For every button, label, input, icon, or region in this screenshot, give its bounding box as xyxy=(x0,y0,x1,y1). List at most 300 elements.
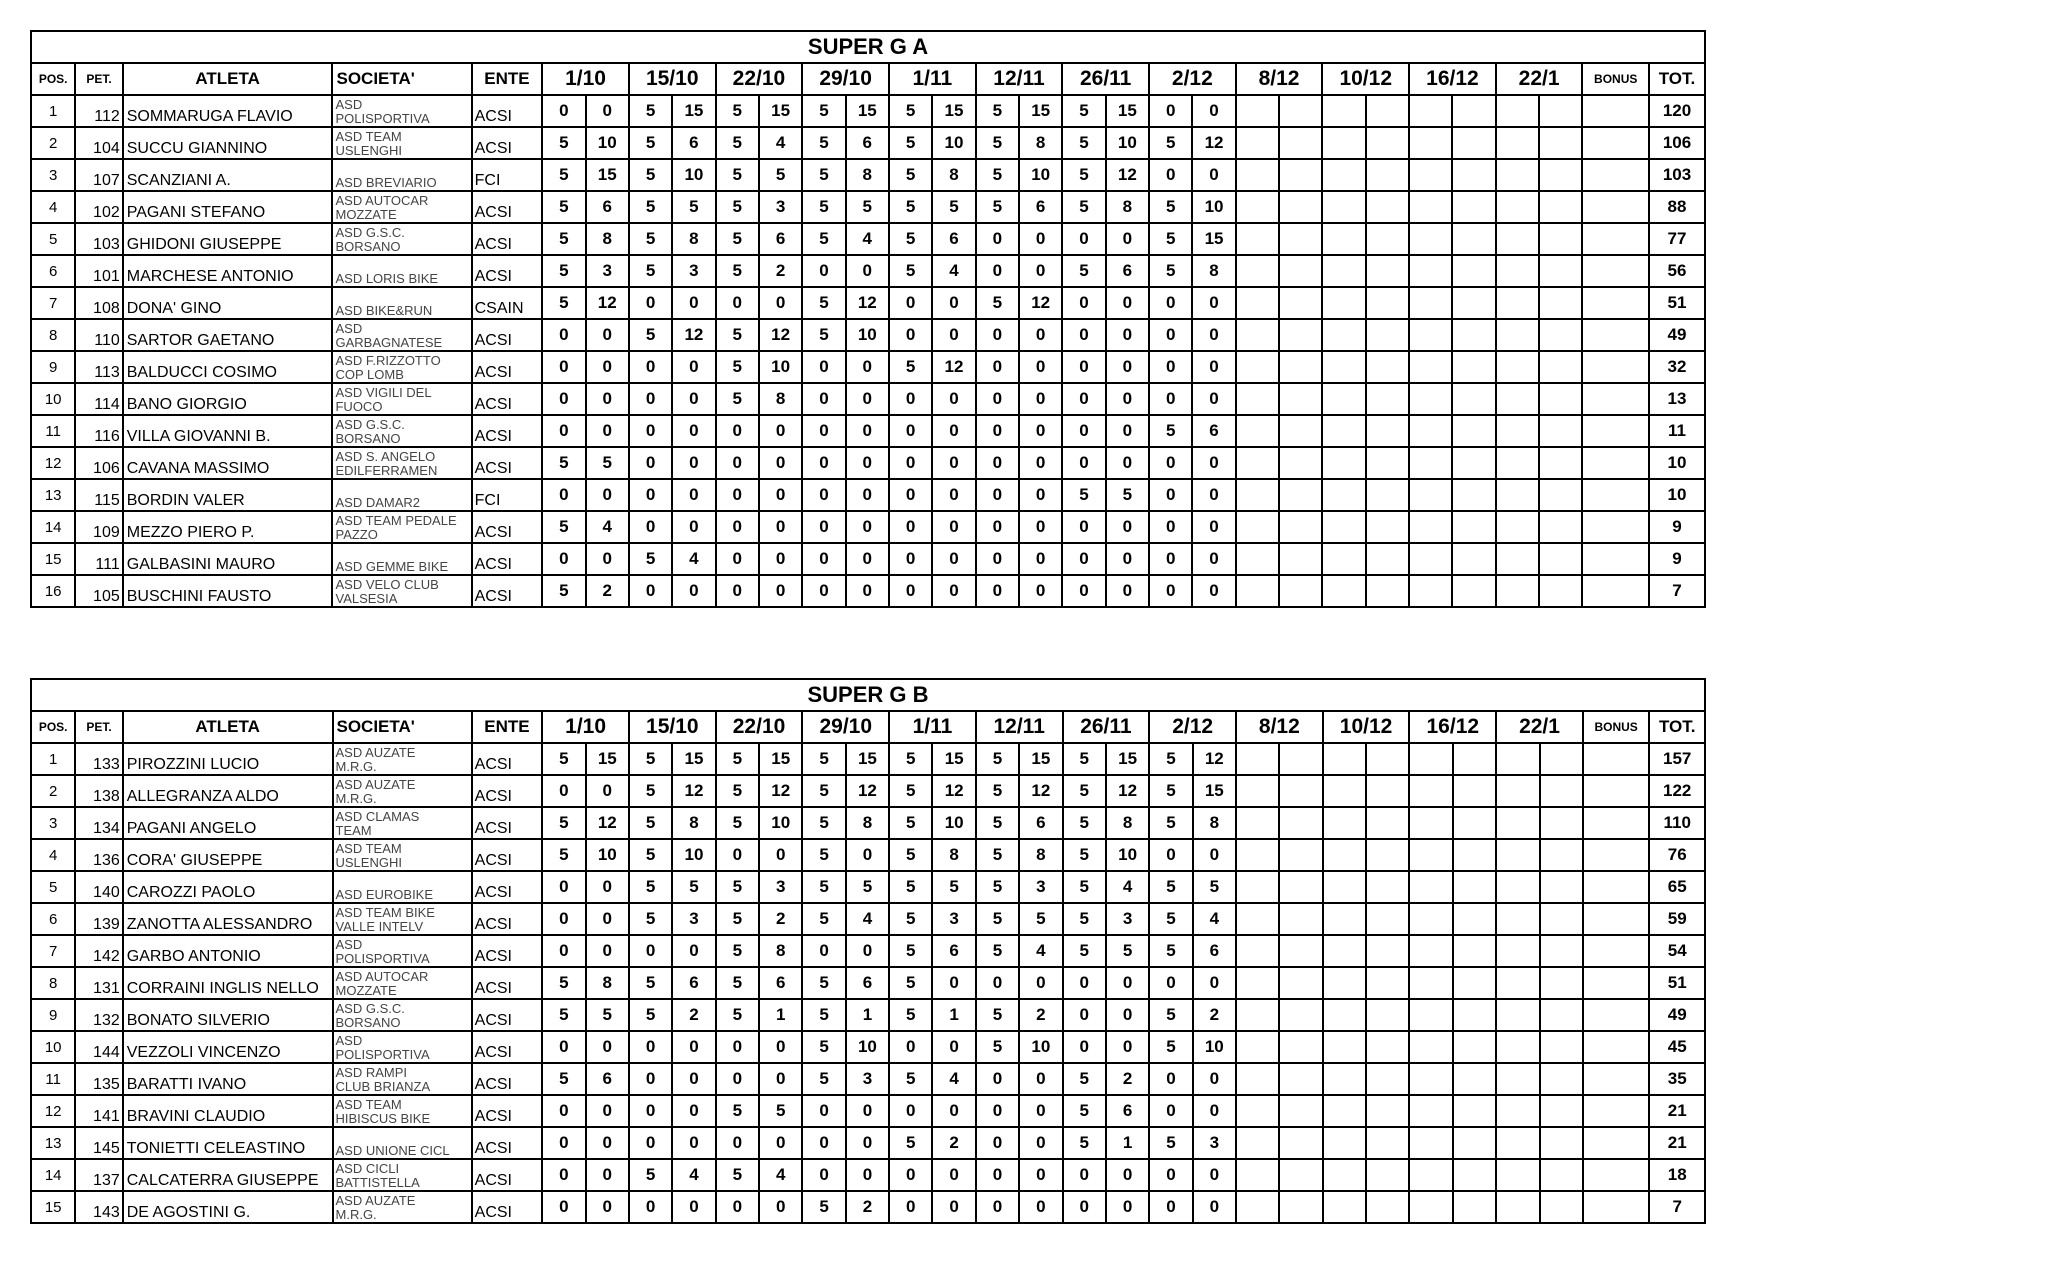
cell-empty xyxy=(1366,255,1409,287)
cell-score: 4 xyxy=(1106,871,1149,903)
cell-empty xyxy=(1453,999,1496,1031)
cell-score: 0 xyxy=(672,1095,715,1127)
cell-score: 5 xyxy=(629,999,672,1031)
cell-score: 15 xyxy=(1019,743,1062,775)
cell-score: 0 xyxy=(672,287,715,319)
cell-ente: ACSI xyxy=(472,191,543,223)
cell-pet: 102 xyxy=(75,191,122,223)
cell-score: 0 xyxy=(1019,967,1062,999)
cell-atleta: CAVANA MASSIMO xyxy=(123,447,333,479)
header-pet: PET. xyxy=(75,63,122,95)
cell-bonus xyxy=(1582,255,1649,287)
cell-score: 5 xyxy=(802,807,845,839)
cell-bonus xyxy=(1582,351,1649,383)
cell-score: 3 xyxy=(1193,1127,1236,1159)
cell-score: 0 xyxy=(889,383,932,415)
cell-empty xyxy=(1236,95,1279,127)
table-row xyxy=(31,543,1705,575)
cell-ente: CSAIN xyxy=(472,287,543,319)
cell-atleta: ZANOTTA ALESSANDRO xyxy=(123,903,333,935)
cell-score: 0 xyxy=(1149,159,1192,191)
table-row xyxy=(31,775,1705,807)
header-pet: PET. xyxy=(75,711,122,743)
cell-empty xyxy=(1453,1031,1496,1063)
cell-score: 0 xyxy=(932,383,975,415)
cell-empty xyxy=(1279,743,1322,775)
cell-score: 15 xyxy=(846,95,889,127)
cell-score: 0 xyxy=(889,319,932,351)
cell-score: 0 xyxy=(1193,1063,1236,1095)
header-date: 1/11 xyxy=(889,711,976,743)
cell-score: 0 xyxy=(1193,839,1236,871)
cell-score: 0 xyxy=(759,287,802,319)
cell-score: 10 xyxy=(759,807,802,839)
cell-score: 5 xyxy=(716,903,759,935)
cell-score: 5 xyxy=(1063,743,1106,775)
societa-line: CLUB BRIANZA xyxy=(335,1079,431,1094)
cell-score: 5 xyxy=(1149,871,1192,903)
cell-pos: 4 xyxy=(31,191,75,223)
cell-score: 5 xyxy=(542,807,585,839)
cell-score: 0 xyxy=(1192,351,1235,383)
cell-empty xyxy=(1409,1127,1452,1159)
cell-score: 0 xyxy=(672,1063,715,1095)
cell-score: 2 xyxy=(1106,1063,1149,1095)
cell-bonus xyxy=(1582,287,1649,319)
cell-empty xyxy=(1409,1191,1452,1223)
cell-score: 0 xyxy=(1062,351,1105,383)
cell-score: 5 xyxy=(1019,903,1062,935)
cell-atleta: ALLEGRANZA ALDO xyxy=(123,775,333,807)
cell-bonus xyxy=(1583,743,1650,775)
cell-score: 5 xyxy=(629,967,672,999)
cell-empty xyxy=(1322,255,1365,287)
table-row xyxy=(31,223,1705,255)
cell-score: 0 xyxy=(1019,1159,1062,1191)
cell-empty xyxy=(1279,839,1322,871)
cell-score: 0 xyxy=(716,287,759,319)
cell-score: 5 xyxy=(1063,1127,1106,1159)
cell-score: 2 xyxy=(586,575,629,607)
cell-score: 0 xyxy=(889,511,932,543)
cell-score: 0 xyxy=(1149,383,1192,415)
cell-score: 0 xyxy=(759,415,802,447)
cell-empty xyxy=(1366,511,1409,543)
cell-pet: 138 xyxy=(75,775,122,807)
societa-line: ASD LORIS BIKE xyxy=(335,271,439,286)
cell-score: 0 xyxy=(759,1127,802,1159)
cell-score: 0 xyxy=(1192,479,1235,511)
table-title: SUPER G B xyxy=(31,679,1705,711)
cell-score: 5 xyxy=(629,807,672,839)
cell-score: 5 xyxy=(976,807,1019,839)
cell-score: 0 xyxy=(672,1127,715,1159)
cell-score: 5 xyxy=(932,191,975,223)
cell-score: 12 xyxy=(672,319,715,351)
cell-empty xyxy=(1452,223,1495,255)
cell-ente: ACSI xyxy=(472,511,543,543)
cell-empty xyxy=(1453,871,1496,903)
cell-empty xyxy=(1236,775,1279,807)
cell-score: 6 xyxy=(1106,1095,1149,1127)
header-date: 12/11 xyxy=(976,711,1063,743)
cell-bonus xyxy=(1583,967,1650,999)
cell-score: 5 xyxy=(542,743,585,775)
cell-empty xyxy=(1366,1159,1409,1191)
societa-line: ASD G.S.C. xyxy=(335,417,405,432)
cell-score: 15 xyxy=(932,95,975,127)
cell-empty xyxy=(1236,903,1279,935)
cell-score: 0 xyxy=(629,1063,672,1095)
cell-societa xyxy=(332,351,471,383)
cell-tot: 7 xyxy=(1649,1191,1705,1223)
cell-empty xyxy=(1496,479,1539,511)
cell-score: 0 xyxy=(586,351,629,383)
cell-score: 4 xyxy=(586,511,629,543)
cell-score: 6 xyxy=(932,935,975,967)
cell-score: 5 xyxy=(716,807,759,839)
cell-score: 0 xyxy=(1019,479,1062,511)
cell-score: 5 xyxy=(1063,871,1106,903)
cell-score: 10 xyxy=(759,351,802,383)
cell-empty xyxy=(1279,383,1322,415)
cell-score: 0 xyxy=(1192,319,1235,351)
cell-score: 0 xyxy=(1193,967,1236,999)
cell-score: 3 xyxy=(672,903,715,935)
cell-empty xyxy=(1323,1159,1366,1191)
cell-score: 2 xyxy=(1193,999,1236,1031)
cell-score: 0 xyxy=(846,255,889,287)
cell-empty xyxy=(1496,383,1539,415)
table-row xyxy=(31,191,1705,223)
cell-empty xyxy=(1409,223,1452,255)
cell-empty xyxy=(1539,511,1582,543)
societa-line: ASD TEAM xyxy=(335,841,402,856)
cell-ente: ACSI xyxy=(472,575,543,607)
cell-tot: 18 xyxy=(1649,1159,1705,1191)
cell-bonus xyxy=(1582,447,1649,479)
cell-score: 0 xyxy=(716,447,759,479)
cell-atleta: DONA' GINO xyxy=(123,287,333,319)
cell-empty xyxy=(1452,159,1495,191)
cell-empty xyxy=(1236,1095,1279,1127)
header-date: 22/1 xyxy=(1496,63,1583,95)
cell-empty xyxy=(1236,511,1279,543)
cell-score: 0 xyxy=(889,415,932,447)
cell-pet: 113 xyxy=(75,351,122,383)
cell-score: 6 xyxy=(759,967,802,999)
cell-score: 8 xyxy=(759,935,802,967)
cell-score: 4 xyxy=(759,1159,802,1191)
cell-score: 0 xyxy=(802,1127,845,1159)
cell-tot: 9 xyxy=(1649,511,1705,543)
cell-atleta: PIROZZINI LUCIO xyxy=(123,743,333,775)
cell-empty xyxy=(1322,511,1365,543)
cell-score: 6 xyxy=(1019,807,1062,839)
cell-score: 0 xyxy=(586,383,629,415)
cell-score: 0 xyxy=(976,415,1019,447)
cell-score: 12 xyxy=(1192,127,1235,159)
cell-pos: 8 xyxy=(31,967,75,999)
cell-empty xyxy=(1279,1095,1322,1127)
cell-score: 5 xyxy=(889,159,932,191)
cell-empty xyxy=(1366,1095,1409,1127)
societa-line: EDILFERRAMEN xyxy=(335,463,438,478)
cell-pet: 133 xyxy=(75,743,122,775)
cell-empty xyxy=(1236,1127,1279,1159)
cell-empty xyxy=(1323,871,1366,903)
cell-score: 5 xyxy=(976,743,1019,775)
cell-pet: 145 xyxy=(75,1127,122,1159)
cell-score: 5 xyxy=(932,871,975,903)
cell-score: 0 xyxy=(889,1159,932,1191)
cell-score: 0 xyxy=(586,479,629,511)
cell-score: 0 xyxy=(629,479,672,511)
cell-score: 5 xyxy=(629,743,672,775)
cell-score: 0 xyxy=(1106,1159,1149,1191)
cell-score: 8 xyxy=(1019,839,1062,871)
cell-score: 15 xyxy=(932,743,975,775)
table-row xyxy=(31,447,1705,479)
cell-ente: ACSI xyxy=(472,839,543,871)
cell-score: 0 xyxy=(846,575,889,607)
cell-score: 12 xyxy=(1106,775,1149,807)
cell-score: 5 xyxy=(1106,479,1149,511)
cell-empty xyxy=(1539,223,1582,255)
societa-line: ASD S. ANGELO xyxy=(335,449,436,464)
cell-atleta: CORRAINI INGLIS NELLO xyxy=(123,967,333,999)
cell-ente: ACSI xyxy=(472,903,543,935)
cell-ente: ACSI xyxy=(472,871,543,903)
cell-score: 0 xyxy=(1062,287,1105,319)
cell-score: 0 xyxy=(542,871,585,903)
cell-atleta: CALCATERRA GIUSEPPE xyxy=(123,1159,333,1191)
societa-line: ASD AUZATE xyxy=(335,1193,416,1208)
cell-empty xyxy=(1496,1159,1539,1191)
cell-score: 5 xyxy=(629,319,672,351)
cell-score: 0 xyxy=(759,839,802,871)
cell-pos: 5 xyxy=(31,871,75,903)
cell-empty xyxy=(1366,871,1409,903)
cell-atleta: PAGANI ANGELO xyxy=(123,807,333,839)
cell-score: 1 xyxy=(846,999,889,1031)
cell-score: 5 xyxy=(716,775,759,807)
cell-score: 2 xyxy=(932,1127,975,1159)
cell-score: 0 xyxy=(1149,1063,1192,1095)
cell-empty xyxy=(1409,415,1452,447)
cell-score: 5 xyxy=(716,351,759,383)
cell-score: 5 xyxy=(889,127,932,159)
cell-score: 5 xyxy=(802,743,845,775)
cell-score: 0 xyxy=(1149,479,1192,511)
cell-score: 0 xyxy=(976,1191,1019,1223)
cell-score: 0 xyxy=(629,1127,672,1159)
cell-empty xyxy=(1540,967,1583,999)
cell-score: 4 xyxy=(846,223,889,255)
cell-score: 4 xyxy=(672,1159,715,1191)
cell-societa xyxy=(332,511,471,543)
cell-score: 0 xyxy=(1149,1159,1192,1191)
cell-pos: 12 xyxy=(31,1095,75,1127)
cell-empty xyxy=(1452,415,1495,447)
cell-tot: 110 xyxy=(1649,807,1705,839)
cell-societa xyxy=(333,935,472,967)
cell-score: 5 xyxy=(542,287,585,319)
cell-score: 5 xyxy=(542,191,585,223)
cell-empty xyxy=(1409,479,1452,511)
cell-empty xyxy=(1322,95,1365,127)
table-row xyxy=(31,159,1705,191)
cell-empty xyxy=(1279,543,1322,575)
cell-score: 15 xyxy=(672,743,715,775)
cell-empty xyxy=(1409,1031,1452,1063)
cell-score: 0 xyxy=(846,935,889,967)
cell-tot: 51 xyxy=(1649,287,1705,319)
cell-score: 12 xyxy=(672,775,715,807)
cell-score: 0 xyxy=(1106,1191,1149,1223)
cell-bonus xyxy=(1583,807,1650,839)
cell-empty xyxy=(1496,319,1539,351)
cell-score: 0 xyxy=(586,415,629,447)
cell-score: 5 xyxy=(716,223,759,255)
cell-score: 5 xyxy=(889,351,932,383)
cell-atleta: DE AGOSTINI G. xyxy=(123,1191,333,1223)
cell-score: 0 xyxy=(542,95,585,127)
cell-score: 10 xyxy=(586,839,629,871)
cell-tot: 51 xyxy=(1649,967,1705,999)
header-date: 26/11 xyxy=(1063,711,1150,743)
cell-score: 5 xyxy=(889,871,932,903)
cell-empty xyxy=(1409,903,1452,935)
cell-pos: 2 xyxy=(31,775,75,807)
cell-score: 0 xyxy=(586,1127,629,1159)
cell-score: 15 xyxy=(1106,743,1149,775)
cell-score: 0 xyxy=(629,935,672,967)
cell-empty xyxy=(1539,319,1582,351)
cell-score: 0 xyxy=(1192,383,1235,415)
cell-empty xyxy=(1409,319,1452,351)
cell-score: 5 xyxy=(1062,479,1105,511)
cell-score: 6 xyxy=(1193,935,1236,967)
cell-empty xyxy=(1236,575,1279,607)
cell-score: 0 xyxy=(976,255,1019,287)
societa-line: ASD xyxy=(335,1033,363,1048)
cell-score: 12 xyxy=(1193,743,1236,775)
societa-line: MOZZATE xyxy=(335,983,397,998)
societa-line: COP LOMB xyxy=(335,367,404,382)
cell-score: 0 xyxy=(846,839,889,871)
cell-score: 8 xyxy=(1192,255,1235,287)
cell-tot: 56 xyxy=(1649,255,1705,287)
cell-score: 0 xyxy=(586,903,629,935)
cell-pos: 1 xyxy=(31,743,75,775)
cell-score: 5 xyxy=(846,191,889,223)
societa-line: GARBAGNATESE xyxy=(335,335,443,350)
cell-tot: 59 xyxy=(1649,903,1705,935)
cell-score: 0 xyxy=(1193,1159,1236,1191)
cell-tot: 21 xyxy=(1649,1095,1705,1127)
cell-score: 5 xyxy=(672,871,715,903)
cell-societa xyxy=(333,1031,472,1063)
cell-bonus xyxy=(1583,839,1650,871)
cell-empty xyxy=(1279,223,1322,255)
cell-score: 4 xyxy=(932,1063,975,1095)
cell-empty xyxy=(1322,351,1365,383)
cell-score: 0 xyxy=(802,935,845,967)
cell-score: 0 xyxy=(672,575,715,607)
cell-pos: 9 xyxy=(31,999,75,1031)
cell-score: 0 xyxy=(542,775,585,807)
cell-score: 0 xyxy=(716,1031,759,1063)
cell-score: 5 xyxy=(759,159,802,191)
cell-score: 0 xyxy=(802,479,845,511)
table-row xyxy=(31,479,1705,511)
cell-empty xyxy=(1409,967,1452,999)
cell-score: 0 xyxy=(1193,1191,1236,1223)
cell-pet: 141 xyxy=(75,1095,122,1127)
header-date: 29/10 xyxy=(802,711,889,743)
cell-empty xyxy=(1452,543,1495,575)
cell-empty xyxy=(1279,575,1322,607)
cell-score: 5 xyxy=(802,999,845,1031)
table-body xyxy=(31,31,1705,607)
cell-atleta: CORA' GIUSEPPE xyxy=(123,839,333,871)
cell-empty xyxy=(1452,351,1495,383)
cell-score: 0 xyxy=(716,1063,759,1095)
cell-score: 0 xyxy=(846,479,889,511)
cell-score: 0 xyxy=(542,479,585,511)
cell-ente: ACSI xyxy=(472,743,543,775)
table-row xyxy=(31,351,1705,383)
cell-empty xyxy=(1236,127,1279,159)
cell-score: 0 xyxy=(759,543,802,575)
cell-score: 6 xyxy=(1192,415,1235,447)
cell-score: 6 xyxy=(846,967,889,999)
cell-empty xyxy=(1540,807,1583,839)
cell-ente: FCI xyxy=(472,159,543,191)
cell-empty xyxy=(1496,415,1539,447)
cell-score: 0 xyxy=(802,383,845,415)
cell-score: 0 xyxy=(1149,95,1192,127)
cell-empty xyxy=(1409,807,1452,839)
cell-pet: 101 xyxy=(75,255,122,287)
cell-score: 0 xyxy=(1062,383,1105,415)
cell-empty xyxy=(1236,255,1279,287)
cell-score: 0 xyxy=(976,1127,1019,1159)
cell-empty xyxy=(1366,839,1409,871)
cell-ente: ACSI xyxy=(472,1031,543,1063)
cell-empty xyxy=(1496,127,1539,159)
cell-bonus xyxy=(1582,383,1649,415)
cell-score: 5 xyxy=(976,903,1019,935)
header-date: 10/12 xyxy=(1323,711,1410,743)
cell-score: 5 xyxy=(716,159,759,191)
cell-score: 5 xyxy=(1149,935,1192,967)
cell-empty xyxy=(1409,839,1452,871)
cell-score: 0 xyxy=(672,935,715,967)
cell-score: 0 xyxy=(1149,447,1192,479)
cell-score: 0 xyxy=(1106,223,1149,255)
cell-empty xyxy=(1236,543,1279,575)
table-title: SUPER G A xyxy=(31,31,1705,63)
table-row xyxy=(31,1063,1705,1095)
cell-score: 5 xyxy=(629,871,672,903)
cell-score: 0 xyxy=(759,1191,802,1223)
cell-score: 0 xyxy=(889,447,932,479)
cell-pet: 137 xyxy=(75,1159,122,1191)
header-date: 29/10 xyxy=(802,63,889,95)
cell-ente: ACSI xyxy=(472,1191,543,1223)
